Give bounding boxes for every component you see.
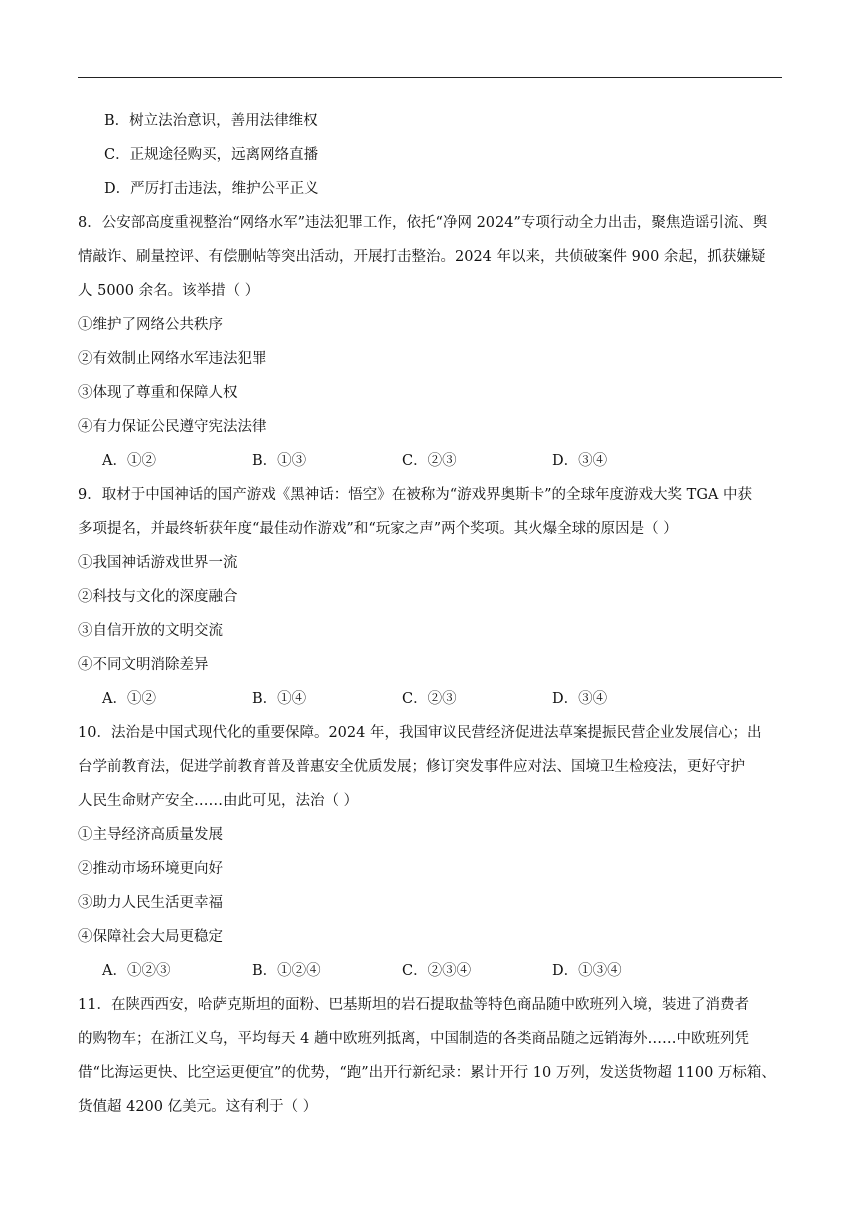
q8-item-1: ①维护了网络公共秩序 (78, 317, 223, 333)
q8-item-4: ④有力保证公民遵守宪法法律 (78, 419, 267, 435)
question-10 (78, 720, 782, 992)
q11-stem-line-3: 借“比海运更快、比空运更便宜”的优势，“跑”出开行新纪录：累计开行 10 万列，发送货物超 1100 万标箱、 (78, 1065, 776, 1081)
q11-stem-line-1: 11．在陕西西安，哈萨克斯坦的面粉、巴基斯坦的岩石提取盐等特色商品随中欧班列入境，装进了消费者 (78, 997, 749, 1013)
q7-option-c: C．正规途径购买，远离网络直播 (104, 147, 319, 163)
q9-stem-line-1: 9．取材于中国神话的国产游戏《黑神话：悟空》在被称为“游戏界奥斯卡”的全球年度游戏大奖 TGA 中获 (78, 487, 752, 503)
q11-stem-line-4: 货值超 4200 亿美元。这有利于（ ） (78, 1099, 318, 1115)
q9-choice-b[interactable]: B．①④ (252, 691, 307, 707)
question-11 (78, 992, 782, 1128)
document-body (78, 108, 782, 1128)
q10-item-3: ③助力人民生活更幸福 (78, 895, 223, 911)
q8-choice-c[interactable]: C．②③ (402, 453, 457, 469)
q9-item-1: ①我国神话游戏世界一流 (78, 555, 238, 571)
q8-item-2: ②有效制止网络水军违法犯罪 (78, 351, 267, 367)
q10-stem-line-3: 人民生命财产安全……由此可见，法治（ ） (78, 793, 359, 809)
q8-choice-a[interactable]: A．①② (102, 453, 156, 469)
q8-stem-line-3: 人 5000 余名。该举措（ ） (78, 283, 260, 299)
header-rule (78, 77, 782, 78)
q8-stem-line-2: 情敲诈、刷量控评、有偿删帖等突出活动，开展打击整治。2024 年以来，共侦破案件 900 余起，抓获嫌疑 (78, 249, 766, 265)
q10-choice-c[interactable]: C．②③④ (402, 963, 472, 979)
q10-stem-line-2: 台学前教育法，促进学前教育普及普惠安全优质发展；修订突发事件应对法、国境卫生检疫法，更好守护 (78, 759, 745, 775)
question-9 (78, 482, 782, 720)
q8-choices (78, 448, 782, 482)
q7-option-b: B．树立法治意识，善用法律维权 (104, 113, 318, 129)
q9-choices (78, 686, 782, 720)
q10-stem-line-1: 10．法治是中国式现代化的重要保障。2024 年，我国审议民营经济促进法草案提振民营企业发展信心；出 (78, 725, 762, 741)
q8-choice-b[interactable]: B．①③ (252, 453, 307, 469)
q9-item-2: ②科技与文化的深度融合 (78, 589, 238, 605)
q10-item-2: ②推动市场环境更向好 (78, 861, 223, 877)
q10-item-1: ①主导经济高质量发展 (78, 827, 223, 843)
q8-stem-line-1: 8．公安部高度重视整治“网络水军”违法犯罪工作，依托“净网 2024”专项行动全力出击，聚焦造谣引流、舆 (78, 215, 768, 231)
q8-item-3: ③体现了尊重和保障人权 (78, 385, 238, 401)
q10-choice-b[interactable]: B．①②④ (252, 963, 321, 979)
q9-choice-d[interactable]: D．③④ (552, 691, 608, 707)
question-8 (78, 210, 782, 482)
q9-choice-a[interactable]: A．①② (102, 691, 156, 707)
q9-stem-line-2: 多项提名，并最终斩获年度“最佳动作游戏”和“玩家之声”两个奖项。其火爆全球的原因是（ ） (78, 521, 678, 537)
q10-choice-a[interactable]: A．①②③ (102, 963, 171, 979)
q8-choice-d[interactable]: D．③④ (552, 453, 608, 469)
q10-choice-d[interactable]: D．①③④ (552, 963, 622, 979)
q7-options (78, 108, 782, 210)
q9-item-3: ③自信开放的文明交流 (78, 623, 223, 639)
q10-item-4: ④保障社会大局更稳定 (78, 929, 223, 945)
q9-choice-c[interactable]: C．②③ (402, 691, 457, 707)
q9-item-4: ④不同文明消除差异 (78, 657, 209, 673)
q7-option-d: D．严厉打击违法，维护公平正义 (104, 181, 319, 197)
q11-stem-line-2: 的购物车；在浙江义乌，平均每天 4 趟中欧班列抵离，中国制造的各类商品随之远销海外……中欧班列凭 (78, 1031, 749, 1047)
q10-choices (78, 958, 782, 992)
